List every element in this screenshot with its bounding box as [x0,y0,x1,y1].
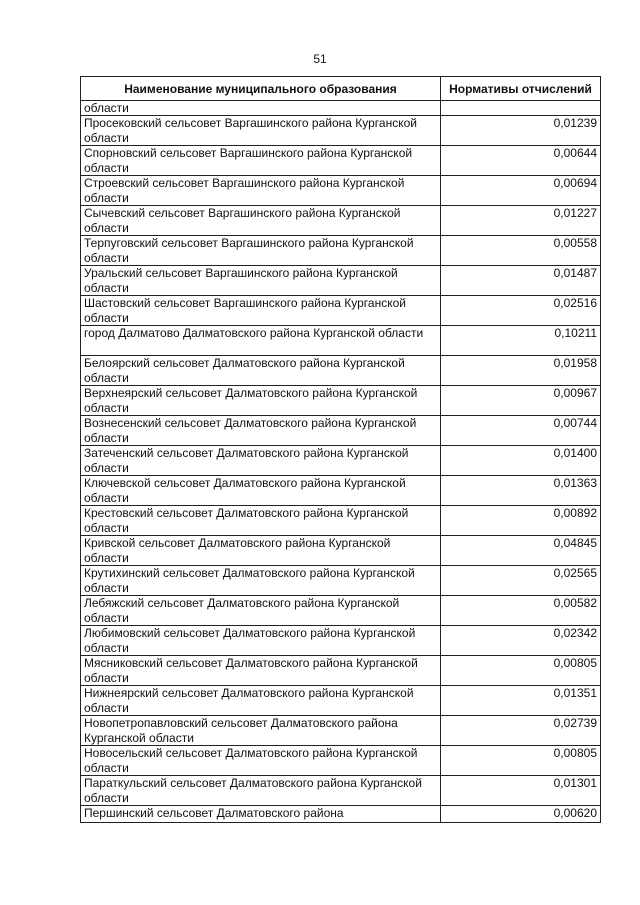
municipality-name-cell: Новопетропавловский сельсовет Далматовского района Курганской области [81,716,441,746]
continuation-row [81,101,601,116]
allocation-norm-cell: 0,00694 [441,176,601,206]
municipality-name-cell: Крутихинский сельсовет Далматовского района Курганской области [81,566,441,596]
table-row [81,686,601,716]
municipality-name-cell: Уральский сельсовет Варгашинского района Курганской области [81,266,441,296]
municipality-name-cell: Белоярский сельсовет Далматовского района Курганской области [81,356,441,386]
allocation-norm-cell: 0,00805 [441,746,601,776]
municipality-name-cell: Новосельский сельсовет Далматовского района Курганской области [81,746,441,776]
table-row [81,236,601,266]
allocation-norm-cell: 0,01487 [441,266,601,296]
municipality-name-cell: Мясниковский сельсовет Далматовского района Курганской области [81,656,441,686]
municipality-name-cell: Кривской сельсовет Далматовского района Курганской области [81,536,441,566]
allocation-norm-cell: 0,02565 [441,566,601,596]
municipality-name-cell: Першинский сельсовет Далматовского района [81,806,441,823]
municipality-name-cell: Верхнеярский сельсовет Далматовского района Курганской области [81,386,441,416]
allocation-norm-cell: 0,00644 [441,146,601,176]
column-header-name: Наименование муниципального образования [81,77,441,101]
municipality-name-cell: Сычевский сельсовет Варгашинского района Курганской области [81,206,441,236]
municipality-name-cell: Строевский сельсовет Варгашинского района Курганской области [81,176,441,206]
municipality-name-cell: Нижнеярский сельсовет Далматовского района Курганской области [81,686,441,716]
allocation-norm-cell: 0,00892 [441,506,601,536]
municipality-name-cell: Шастовский сельсовет Варгашинского района Курганской области [81,296,441,326]
allocation-norm-cell: 0,01239 [441,116,601,146]
table-row [81,266,601,296]
table-row-partial [81,806,601,823]
municipality-name-cell: Затеченский сельсовет Далматовского района Курганской области [81,446,441,476]
table-row [81,416,601,446]
table-row [81,206,601,236]
allocation-norm-cell: 0,00805 [441,656,601,686]
table-row [81,476,601,506]
municipality-name-cell: город Далматово Далматовского района Курганской области [81,326,441,356]
allocation-norm-cell: 0,01363 [441,476,601,506]
allocation-norms-table [80,76,601,823]
continuation-value-cell [441,101,601,116]
table-row [81,656,601,686]
municipality-name-cell: Ключевской сельсовет Далматовского района Курганской области [81,476,441,506]
table-row [81,746,601,776]
allocation-norm-cell: 0,00558 [441,236,601,266]
continuation-cell: области [81,101,441,116]
table-row [81,536,601,566]
municipality-name-cell: Крестовский сельсовет Далматовского района Курганской области [81,506,441,536]
table-row [81,716,601,746]
allocation-norm-cell: 0,01958 [441,356,601,386]
municipality-name-cell: Любимовский сельсовет Далматовского района Курганской области [81,626,441,656]
table-row [81,146,601,176]
allocation-norm-cell: 0,02739 [441,716,601,746]
table-row [81,326,601,356]
municipality-name-cell: Просековский сельсовет Варгашинского района Курганской области [81,116,441,146]
allocation-norm-cell: 0,10211 [441,326,601,356]
table-row [81,296,601,326]
table-header-row [81,77,601,101]
allocation-norm-cell: 0,00967 [441,386,601,416]
municipality-name-cell: Спорновский сельсовет Варгашинского района Курганской области [81,146,441,176]
table-row [81,566,601,596]
allocation-norm-cell: 0,00620 [441,806,601,823]
table-row [81,596,601,626]
allocation-norm-cell: 0,01400 [441,446,601,476]
allocation-norm-cell: 0,02516 [441,296,601,326]
table-row [81,626,601,656]
allocation-norm-cell: 0,02342 [441,626,601,656]
municipality-name-cell: Лебяжский сельсовет Далматовского района Курганской области [81,596,441,626]
table-row [81,116,601,146]
allocation-norm-cell: 0,00582 [441,596,601,626]
table-row [81,776,601,806]
allocation-norm-cell: 0,01227 [441,206,601,236]
table-row [81,386,601,416]
allocation-norm-cell: 0,01351 [441,686,601,716]
table-row [81,446,601,476]
municipality-name-cell: Параткульский сельсовет Далматовского района Курганской области [81,776,441,806]
table-row [81,356,601,386]
allocation-norm-cell: 0,01301 [441,776,601,806]
table-row [81,176,601,206]
municipality-name-cell: Терпуговский сельсовет Варгашинского района Курганской области [81,236,441,266]
table-row [81,506,601,536]
column-header-value: Нормативы отчислений [441,77,601,101]
allocation-norm-cell: 0,00744 [441,416,601,446]
page-number: 51 [313,52,327,66]
municipality-name-cell: Вознесенский сельсовет Далматовского района Курганской области [81,416,441,446]
allocation-norm-cell: 0,04845 [441,536,601,566]
